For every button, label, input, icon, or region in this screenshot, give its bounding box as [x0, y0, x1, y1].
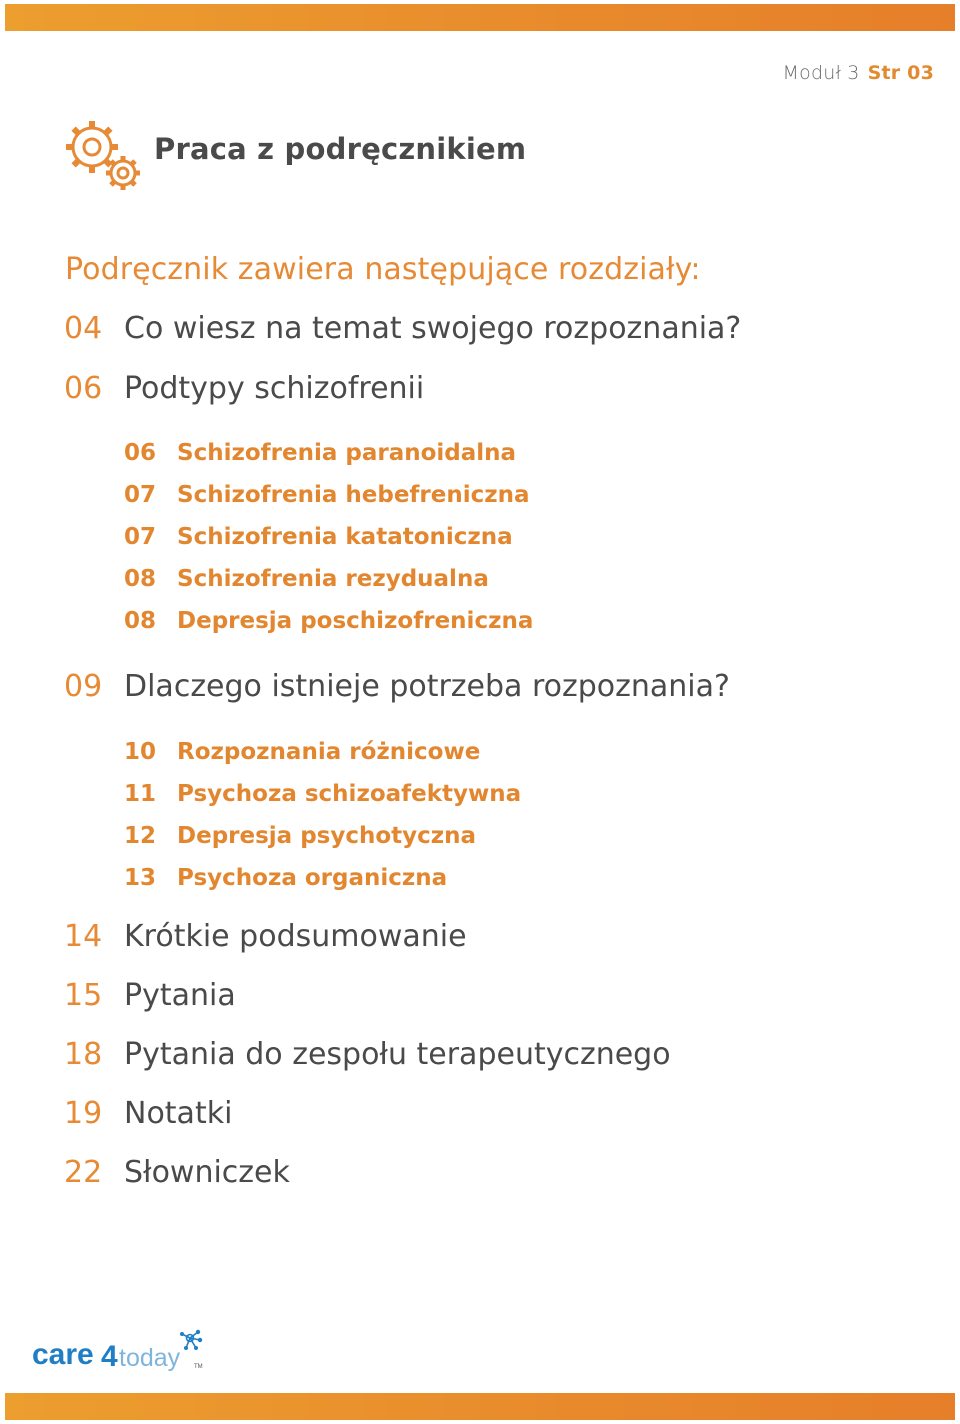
- svg-text:care: care: [32, 1338, 94, 1371]
- svg-text:today: today: [119, 1344, 181, 1372]
- toc-page-number: 04: [64, 311, 103, 346]
- toc-page-number: 08: [124, 566, 157, 592]
- section-title: Praca z podręcznikiem: [154, 132, 527, 166]
- toc-item-title: Krótkie podsumowanie: [124, 919, 467, 954]
- toc-page-number: 12: [124, 823, 157, 849]
- toc-item-title: Pytania: [124, 978, 236, 1013]
- toc-page-number: 08: [124, 608, 157, 634]
- toc-item-title: Dlaczego istnieje potrzeba rozpoznania?: [124, 669, 730, 704]
- top-accent-bar: [5, 4, 955, 31]
- toc-page-number: 14: [64, 919, 103, 954]
- toc-page-number: 07: [124, 482, 157, 508]
- toc-page-number: 19: [64, 1096, 103, 1131]
- care4today-logo: [30, 1326, 210, 1376]
- toc-page-number: 09: [64, 669, 103, 704]
- toc-item-title: Słowniczek: [124, 1155, 290, 1190]
- toc-page-number: 06: [124, 440, 157, 466]
- toc-page-number: 11: [124, 781, 157, 807]
- toc-subitem-title: Psychoza organiczna: [177, 865, 448, 891]
- toc-page-number: 13: [124, 865, 157, 891]
- module-page-indicator: [783, 62, 934, 84]
- toc-subitem-title: Rozpoznania różnicowe: [177, 739, 481, 765]
- toc-subitem-title: Schizofrenia paranoidalna: [177, 440, 517, 466]
- module-label: Moduł 3: [782, 62, 860, 84]
- toc-page-number: 22: [64, 1155, 103, 1190]
- toc-intro: Podręcznik zawiera następujące rozdziały:: [65, 252, 701, 287]
- toc-item-title: Pytania do zespołu terapeutycznego: [124, 1037, 671, 1072]
- toc-page-number: 07: [124, 524, 157, 550]
- toc-subitem-title: Schizofrenia hebefreniczna: [177, 482, 530, 508]
- toc-page-number: 15: [64, 978, 103, 1013]
- toc-item-title: Podtypy schizofrenii: [124, 371, 425, 406]
- toc-item-title: Co wiesz na temat swojego rozpoznania?: [124, 311, 742, 346]
- toc-subitem-title: Depresja poschizofreniczna: [177, 608, 534, 634]
- toc-page-number: 06: [64, 371, 103, 406]
- page-label: Str 03: [867, 62, 934, 84]
- toc-page-number: 10: [124, 739, 157, 765]
- bottom-accent-bar: [5, 1393, 955, 1420]
- svg-text:TM: TM: [194, 1364, 203, 1370]
- toc-subitem-title: Depresja psychotyczna: [177, 823, 477, 849]
- toc-subitem-title: Schizofrenia katatoniczna: [177, 524, 513, 550]
- gears-icon: [62, 115, 144, 195]
- toc-page-number: 18: [64, 1037, 103, 1072]
- toc-subitem-title: Psychoza schizoafektywna: [177, 781, 522, 807]
- toc-subitem-title: Schizofrenia rezydualna: [177, 566, 489, 592]
- svg-text:4: 4: [101, 1340, 118, 1373]
- toc-item-title: Notatki: [124, 1096, 233, 1131]
